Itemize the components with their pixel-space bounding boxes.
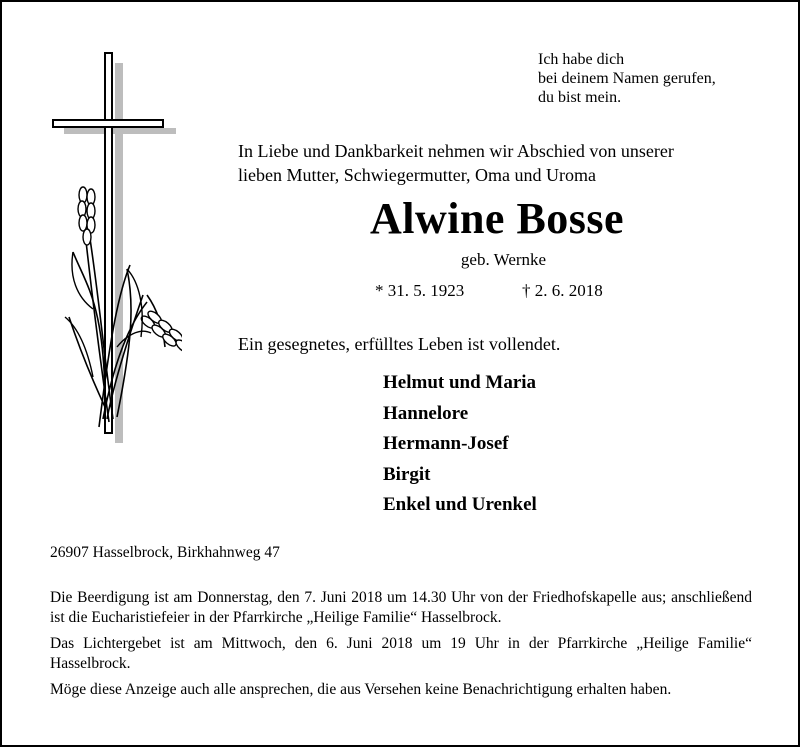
- prayer-notice: Das Lichtergebet ist am Mittwoch, den 6. Juni 2018 um 19 Uhr in der Pfarrkirche „Heilige Familie“ Hasselbrock.: [50, 635, 752, 672]
- life-statement: Ein gesegnetes, erfülltes Leben ist vollendet.: [238, 334, 561, 354]
- wheat-ear-right: [139, 308, 182, 358]
- verse-line: bei deinem Namen gerufen,: [538, 70, 716, 87]
- cross-with-wheat-icon: [47, 47, 182, 447]
- mourner-entry: Hermann-Josef: [383, 433, 509, 454]
- bible-verse: [538, 50, 716, 107]
- mourners-list: [383, 368, 537, 521]
- apology-notice: Möge diese Anzeige auch alle ansprechen, die aus Versehen keine Benachrichtigung erhalten haben.: [50, 681, 672, 698]
- verse-line: du bist mein.: [538, 89, 622, 106]
- funeral-notice: Die Beerdigung ist am Donnerstag, den 7. Juni 2018 um 14.30 Uhr von der Friedhofskapelle aus; anschließend ist die Eucharistiefeier in der Pfarrkirche „Heilige Familie“ Hasselbrock.: [50, 589, 752, 626]
- mourner-entry: Hannelore: [383, 402, 469, 424]
- birth-name: geb. Wernke: [460, 250, 547, 269]
- mourner-entry: Birgit: [383, 463, 431, 485]
- birth-date: * 31. 5. 1923: [375, 281, 465, 300]
- verse-line: Ich habe dich: [538, 51, 625, 68]
- mourner-entry: Helmut und Maria: [383, 372, 537, 393]
- family-address: 26907 Hasselbrock, Birkhahnweg 47: [50, 544, 280, 561]
- death-date: † 2. 6. 2018: [522, 281, 603, 300]
- deceased-name: Alwine Bosse: [369, 194, 625, 243]
- mourner-entry: Enkel und Urenkel: [383, 494, 537, 515]
- intro-line: lieben Mutter, Schwiegermutter, Oma und Uroma: [238, 165, 596, 185]
- intro-line: In Liebe und Dankbarkeit nehmen wir Abschied von unserer: [238, 141, 674, 161]
- intro-text: [238, 139, 674, 187]
